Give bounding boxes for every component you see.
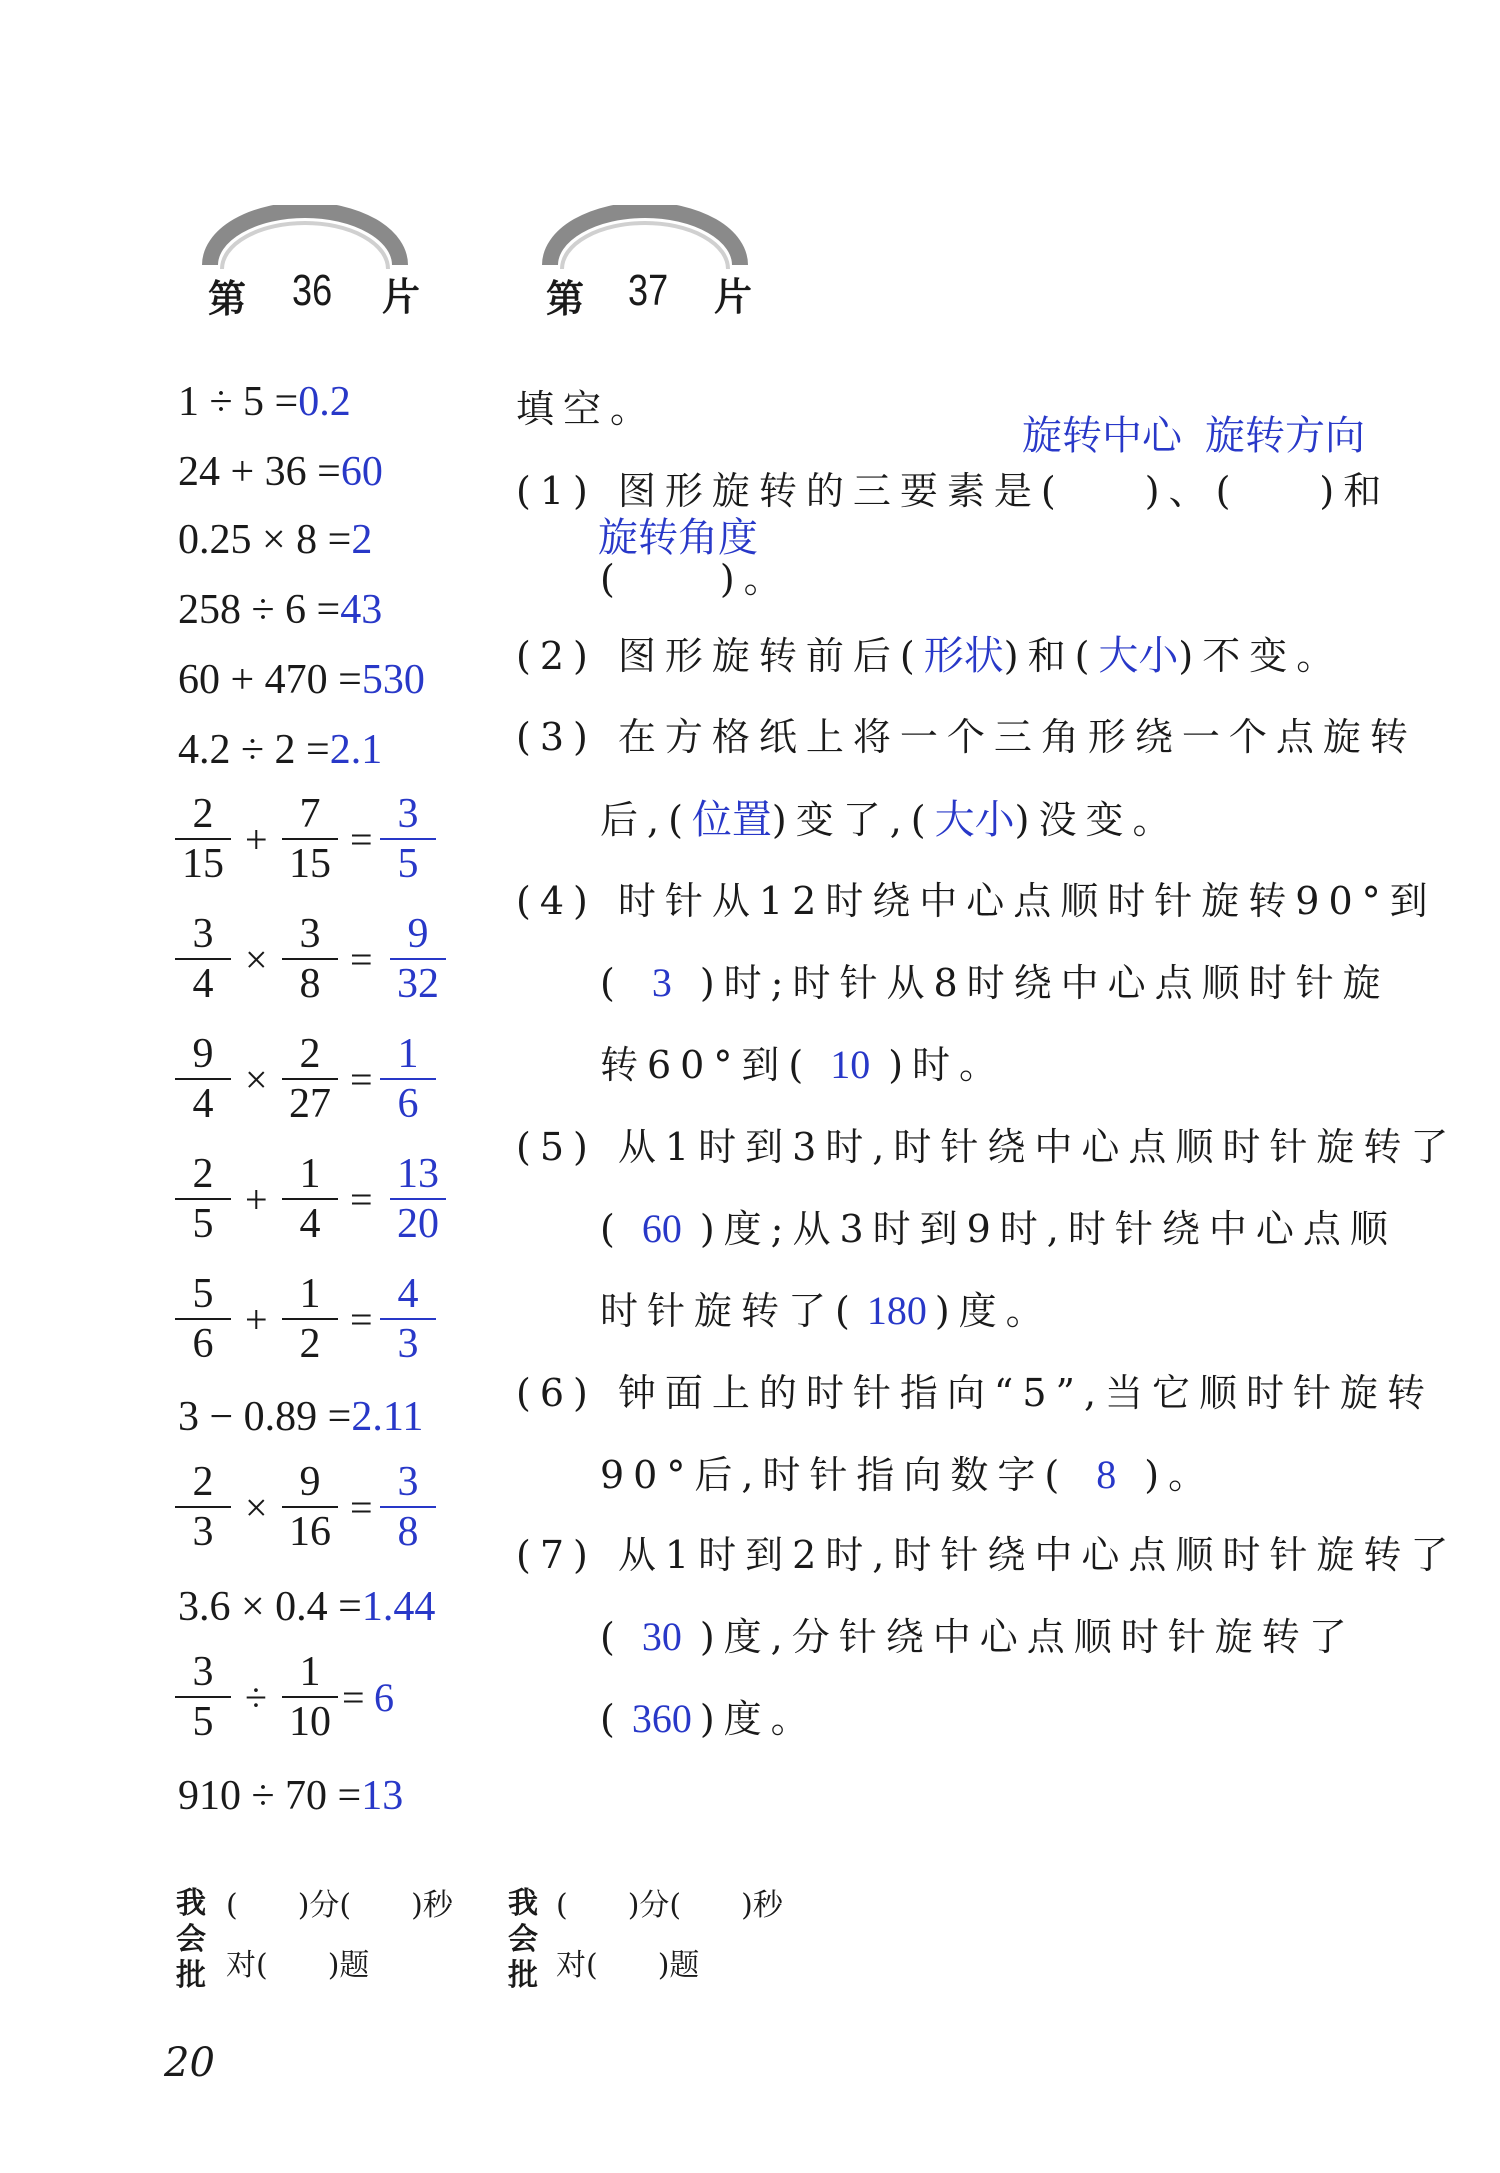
q1-answer-b: 旋转方向 bbox=[1205, 413, 1365, 458]
q5-line1: (5) 从1时到3时,时针绕中心点顺时针旋转了 bbox=[516, 1125, 1458, 1169]
q1-line2: ( )。 bbox=[600, 557, 791, 601]
q7-line2: ( 30 )度,分针绕中心点顺时针旋转了 bbox=[600, 1614, 1356, 1659]
header-right-prefix: 第 bbox=[546, 277, 585, 321]
header-right-number: 37 bbox=[628, 266, 669, 315]
calc-row: 60 + 470 =530 bbox=[178, 657, 425, 703]
q4-line1: (4) 时针从12时绕中心点顺时针旋转90°到 bbox=[516, 879, 1437, 923]
q4-line3: 转60°到( 10 )时。 bbox=[600, 1042, 1007, 1087]
q4-line2: ( 3 )时;时针从8时绕中心点顺时针旋 bbox=[600, 960, 1390, 1005]
calc-row: 3 − 0.89 =2.11 bbox=[178, 1394, 424, 1440]
q7-line3: ( 360 )度。 bbox=[600, 1696, 818, 1741]
calc-row: 910 ÷ 70 =13 bbox=[178, 1773, 404, 1819]
q7-line1: (7) 从1时到2时,时针绕中心点顺时针旋转了 bbox=[516, 1533, 1458, 1577]
calc-row: 24 + 36 =60 bbox=[178, 449, 383, 495]
page-number: 20 bbox=[164, 2040, 215, 2086]
q3-line1: (3) 在方格纸上将一个三角形绕一个点旋转 bbox=[516, 715, 1417, 759]
header-left-suffix: 片 bbox=[382, 275, 421, 319]
header-left-prefix: 第 bbox=[208, 277, 247, 321]
q1-line1: (1) 图形旋转的三要素是( )、( )和 bbox=[516, 469, 1391, 513]
q3-line2: 后,(位置)变了,(大小)没变。 bbox=[600, 797, 1180, 842]
calc-row: 258 ÷ 6 =43 bbox=[178, 587, 383, 633]
q2: (2) 图形旋转前后(形状)和(大小)不变。 bbox=[516, 633, 1344, 678]
header-left-number: 36 bbox=[292, 266, 333, 315]
q1-answer-c: 旋转角度 bbox=[598, 515, 758, 560]
header-right-suffix: 片 bbox=[714, 275, 753, 319]
q6-line2: 90°后,时针指向数字( 8 )。 bbox=[600, 1452, 1216, 1497]
q5-line3: 时针旋转了( 180 )度。 bbox=[600, 1288, 1053, 1333]
fill-title: 填空。 bbox=[516, 387, 658, 431]
q6-line1: (6) 钟面上的时针指向“5”,当它顺时针旋转 bbox=[516, 1371, 1435, 1415]
q1-answer-a: 旋转中心 bbox=[1022, 413, 1182, 458]
calc-row: 3.6 × 0.4 =1.44 bbox=[178, 1584, 436, 1630]
q5-line2: ( 60 )度;从3时到9时,时针绕中心点顺 bbox=[600, 1206, 1397, 1251]
calc-row: 0.25 × 8 =2 bbox=[178, 517, 373, 563]
calc-row: 1 ÷ 5 =0.2 bbox=[178, 379, 351, 425]
calc-row: 4.2 ÷ 2 =2.1 bbox=[178, 727, 383, 773]
